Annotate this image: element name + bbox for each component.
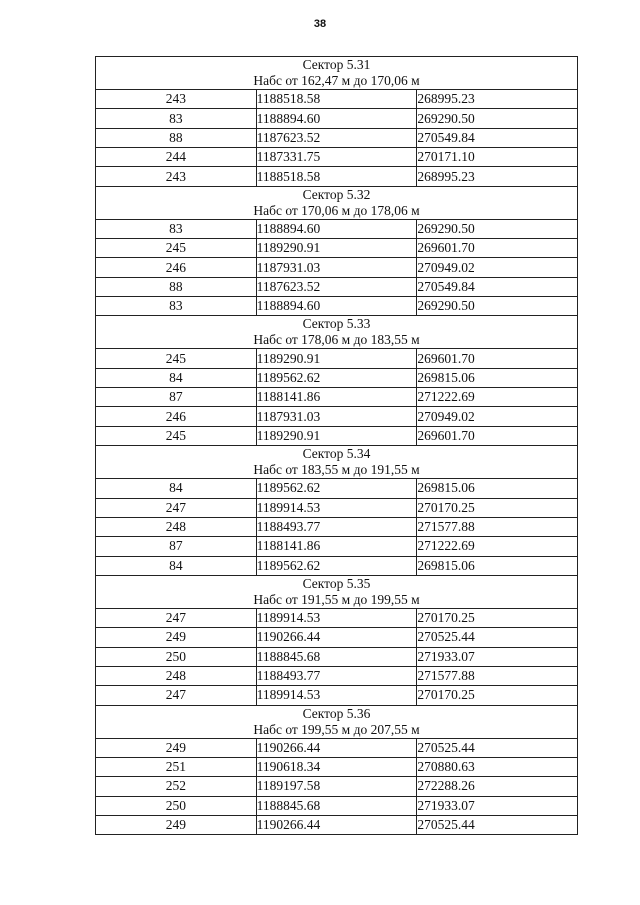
page-number: 38 [313, 18, 327, 30]
sector-title: Сектор 5.31 [302, 57, 371, 72]
table-row [96, 796, 578, 815]
table-row [96, 258, 578, 277]
x-coordinate-cell: 1188493.77 [256, 517, 417, 536]
point-number-cell: 246 [96, 407, 257, 426]
x-coordinate-cell: 1189290.91 [256, 349, 417, 368]
table-row [96, 219, 578, 238]
table-row [96, 297, 578, 316]
y-coordinate-cell: 269601.70 [417, 239, 578, 258]
point-number-cell: 243 [96, 90, 257, 109]
sector-header-row [96, 575, 578, 608]
x-coordinate-cell: 1189562.62 [256, 479, 417, 498]
y-coordinate-cell: 270949.02 [417, 407, 578, 426]
x-coordinate-cell: 1189290.91 [256, 426, 417, 445]
x-coordinate-cell: 1188518.58 [256, 90, 417, 109]
y-coordinate-cell: 268995.23 [417, 167, 578, 186]
point-number-cell: 88 [96, 128, 257, 147]
table-row [96, 90, 578, 109]
x-coordinate-cell: 1188894.60 [256, 109, 417, 128]
sector-header-row [96, 446, 578, 479]
sector-header-row [96, 705, 578, 738]
coordinates-table [95, 56, 578, 835]
table-row [96, 148, 578, 167]
table-row [96, 537, 578, 556]
sector-title: Сектор 5.34 [302, 446, 371, 462]
point-number-cell: 252 [96, 777, 257, 796]
x-coordinate-cell: 1187331.75 [256, 148, 417, 167]
table-row [96, 407, 578, 426]
table-row [96, 128, 578, 147]
table-row [96, 239, 578, 258]
x-coordinate-cell: 1188845.68 [256, 647, 417, 666]
x-coordinate-cell: 1188894.60 [256, 219, 417, 238]
y-coordinate-cell: 270171.10 [417, 148, 578, 167]
table-row [96, 349, 578, 368]
x-coordinate-cell: 1190618.34 [256, 757, 417, 776]
y-coordinate-cell: 270170.25 [417, 608, 578, 627]
y-coordinate-cell: 269601.70 [417, 426, 578, 445]
x-coordinate-cell: 1188845.68 [256, 796, 417, 815]
table-row [96, 628, 578, 647]
table-row [96, 738, 578, 757]
sector-title: Сектор 5.32 [302, 186, 371, 202]
y-coordinate-cell: 269601.70 [417, 349, 578, 368]
y-coordinate-cell: 270525.44 [417, 815, 578, 834]
point-number-cell: 83 [96, 219, 257, 238]
table-row [96, 647, 578, 666]
y-coordinate-cell: 269290.50 [417, 297, 578, 316]
table-row [96, 666, 578, 685]
sector-height-range: Набс от 162,47 м до 170,06 м [253, 73, 420, 88]
table-row [96, 277, 578, 296]
x-coordinate-cell: 1187931.03 [256, 258, 417, 277]
y-coordinate-cell: 269290.50 [417, 109, 578, 128]
x-coordinate-cell: 1187931.03 [256, 407, 417, 426]
sector-header [96, 575, 578, 608]
point-number-cell: 244 [96, 148, 257, 167]
y-coordinate-cell: 269815.06 [417, 479, 578, 498]
point-number-cell: 243 [96, 167, 257, 186]
y-coordinate-cell: 270549.84 [417, 277, 578, 296]
y-coordinate-cell: 271222.69 [417, 388, 578, 407]
sector-height-range: Набс от 199,55 м до 207,55 м [253, 721, 420, 737]
sector-header [96, 316, 578, 349]
point-number-cell: 84 [96, 368, 257, 387]
y-coordinate-cell: 270525.44 [417, 738, 578, 757]
y-coordinate-cell: 270880.63 [417, 757, 578, 776]
point-number-cell: 249 [96, 628, 257, 647]
table-row [96, 498, 578, 517]
point-number-cell: 87 [96, 388, 257, 407]
y-coordinate-cell: 272288.26 [417, 777, 578, 796]
point-number-cell: 87 [96, 537, 257, 556]
point-number-cell: 245 [96, 239, 257, 258]
x-coordinate-cell: 1188141.86 [256, 388, 417, 407]
table-row [96, 167, 578, 186]
table-row [96, 777, 578, 796]
x-coordinate-cell: 1189197.58 [256, 777, 417, 796]
x-coordinate-cell: 1188518.58 [256, 167, 417, 186]
point-number-cell: 250 [96, 647, 257, 666]
y-coordinate-cell: 270525.44 [417, 628, 578, 647]
point-number-cell: 250 [96, 796, 257, 815]
sector-header-row [96, 316, 578, 349]
sector-header [96, 446, 578, 479]
point-number-cell: 249 [96, 738, 257, 757]
point-number-cell: 245 [96, 349, 257, 368]
y-coordinate-cell: 268995.23 [417, 90, 578, 109]
table-row [96, 517, 578, 536]
x-coordinate-cell: 1188493.77 [256, 666, 417, 685]
x-coordinate-cell: 1188894.60 [256, 297, 417, 316]
y-coordinate-cell: 270949.02 [417, 258, 578, 277]
y-coordinate-cell: 271933.07 [417, 647, 578, 666]
table-row [96, 388, 578, 407]
table-body [96, 57, 578, 835]
x-coordinate-cell: 1188141.86 [256, 537, 417, 556]
x-coordinate-cell: 1190266.44 [256, 628, 417, 647]
x-coordinate-cell: 1189914.53 [256, 498, 417, 517]
y-coordinate-cell: 271933.07 [417, 796, 578, 815]
point-number-cell: 247 [96, 686, 257, 705]
x-coordinate-cell: 1189562.62 [256, 556, 417, 575]
sector-header [96, 186, 578, 219]
table-row [96, 815, 578, 834]
sector-header [96, 705, 578, 738]
point-number-cell: 245 [96, 426, 257, 445]
point-number-cell: 88 [96, 277, 257, 296]
point-number-cell: 84 [96, 556, 257, 575]
sector-title: Сектор 5.35 [302, 575, 371, 591]
x-coordinate-cell: 1190266.44 [256, 738, 417, 757]
table-row [96, 608, 578, 627]
table-row [96, 368, 578, 387]
point-number-cell: 247 [96, 498, 257, 517]
y-coordinate-cell: 271222.69 [417, 537, 578, 556]
sector-title: Сектор 5.33 [302, 316, 371, 332]
point-number-cell: 247 [96, 608, 257, 627]
sector-height-range: Набс от 191,55 м до 199,55 м [253, 591, 420, 607]
table-row [96, 757, 578, 776]
y-coordinate-cell: 270170.25 [417, 686, 578, 705]
x-coordinate-cell: 1189914.53 [256, 686, 417, 705]
x-coordinate-cell: 1189914.53 [256, 608, 417, 627]
sector-title: Сектор 5.36 [302, 705, 371, 721]
sector-header-row [96, 57, 578, 90]
point-number-cell: 249 [96, 815, 257, 834]
x-coordinate-cell: 1187623.52 [256, 128, 417, 147]
x-coordinate-cell: 1190266.44 [256, 815, 417, 834]
table-row [96, 426, 578, 445]
table-row [96, 556, 578, 575]
y-coordinate-cell: 269815.06 [417, 556, 578, 575]
y-coordinate-cell: 271577.88 [417, 666, 578, 685]
y-coordinate-cell: 269815.06 [417, 368, 578, 387]
point-number-cell: 248 [96, 666, 257, 685]
sector-height-range: Набс от 170,06 м до 178,06 м [253, 202, 420, 218]
sector-header-row [96, 186, 578, 219]
point-number-cell: 246 [96, 258, 257, 277]
point-number-cell: 251 [96, 757, 257, 776]
point-number-cell: 83 [96, 109, 257, 128]
y-coordinate-cell: 270170.25 [417, 498, 578, 517]
x-coordinate-cell: 1187623.52 [256, 277, 417, 296]
y-coordinate-cell: 269290.50 [417, 219, 578, 238]
point-number-cell: 248 [96, 517, 257, 536]
point-number-cell: 84 [96, 479, 257, 498]
x-coordinate-cell: 1189562.62 [256, 368, 417, 387]
y-coordinate-cell: 270549.84 [417, 128, 578, 147]
point-number-cell: 83 [96, 297, 257, 316]
table-row [96, 109, 578, 128]
table-row [96, 686, 578, 705]
sector-header [96, 57, 578, 90]
y-coordinate-cell: 271577.88 [417, 517, 578, 536]
sector-height-range: Набс от 183,55 м до 191,55 м [253, 462, 420, 478]
sector-height-range: Набс от 178,06 м до 183,55 м [253, 332, 420, 348]
x-coordinate-cell: 1189290.91 [256, 239, 417, 258]
table-row [96, 479, 578, 498]
